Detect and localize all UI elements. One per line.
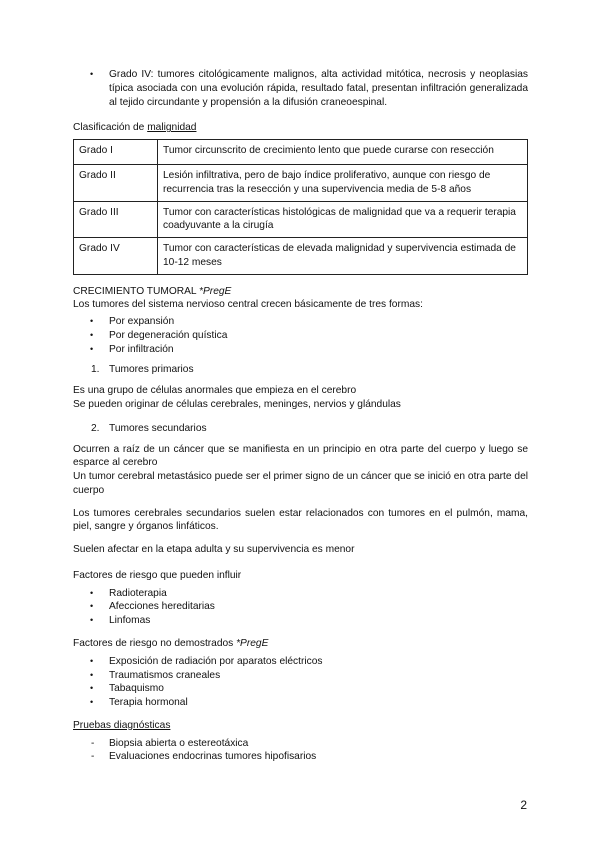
- table-row: [74, 201, 528, 238]
- secondary-paragraph-1: Ocurren a raíz de un cáncer que se manifiesta en un principio en otra parte del cuerpo y luego se esparce al cerebro: [73, 443, 528, 469]
- document-page: [73, 68, 528, 764]
- secondary-paragraph-2: Un tumor cerebral metastásico puede ser el primer signo de un cáncer que se inició en otra parte del cuerpo: [73, 471, 528, 496]
- table-row: [74, 238, 528, 275]
- grade-cell: Grado I: [74, 140, 158, 165]
- grade-iv-text: Grado IV: tumores citológicamente malignos, alta actividad mitótica, necrosis y neoplasias típica asociada con una evolución rápida, resultado fatal, presentan infiltración generalizada al tejido circundante y propensión a la difusión craneoespinal.: [109, 69, 528, 108]
- primary-tumors-heading: 1. Tumores primarios: [91, 364, 194, 376]
- secondary-paragraph-3: Los tumores cerebrales secundarios suelen estar relacionados con tumores en el pulmón, mama, piel, sangre y órganos linfáticos.: [73, 507, 528, 533]
- unproven-risk-heading: Factores de riesgo no demostrados *PregE: [73, 637, 269, 649]
- grade-cell: Grado IV: [74, 238, 158, 275]
- grade-iv-bullet: [73, 68, 528, 109]
- description-cell: Lesión infiltrativa, pero de bajo índice proliferativo, aunque con riesgo de recurrencia tras la resección y una supervivencia media de 5-8 años: [158, 165, 528, 202]
- list-item: • Radioterapia: [73, 587, 528, 601]
- primary-line-2: Se pueden originar de células cerebrales, meninges, nervios y glándulas: [73, 399, 401, 411]
- growth-forms-list: [73, 315, 528, 356]
- list-item: • Por expansión: [73, 315, 528, 329]
- grade-cell: Grado II: [74, 165, 158, 202]
- list-item: • Afecciones hereditarias: [73, 600, 528, 614]
- unproven-risk-list: [73, 655, 528, 710]
- secondary-tumors-heading: 2. Tumores secundarios: [91, 422, 207, 434]
- malignancy-grade-table: [73, 139, 528, 275]
- list-item: • Terapia hormonal: [73, 696, 528, 710]
- list-item: • Tabaquismo: [73, 682, 528, 696]
- list-item: • Por degeneración quística: [73, 329, 528, 343]
- diagnostics-heading: Pruebas diagnósticas: [73, 719, 171, 731]
- diagnostics-list: [73, 737, 528, 765]
- secondary-paragraph-4: Suelen afectar en la etapa adulta y su supervivencia es menor: [73, 544, 355, 556]
- list-item: • Por infiltración: [73, 343, 528, 357]
- classification-heading: Clasificación de malignidad: [73, 122, 197, 134]
- primary-line-1: Es una grupo de células anormales que empieza en el cerebro: [73, 385, 357, 397]
- description-cell: Tumor con características de elevada malignidad y supervivencia estimada de 10-12 meses: [158, 238, 528, 275]
- grade-cell: Grado III: [74, 201, 158, 238]
- table-row: [74, 165, 528, 202]
- page-number: 2: [520, 798, 527, 812]
- list-item: - Biopsia abierta o estereotáxica: [73, 737, 528, 751]
- description-cell: Tumor con características histológicas de malignidad que va a requerir terapia coadyuvante a la cirugía: [158, 201, 528, 238]
- growth-heading: CRECIMIENTO TUMORAL *PregE: [73, 285, 232, 297]
- list-item: • Linfomas: [73, 614, 528, 628]
- list-item: • Exposición de radiación por aparatos eléctricos: [73, 655, 528, 669]
- table-row: [74, 140, 528, 165]
- bullet-icon: •: [90, 69, 94, 79]
- growth-intro: Los tumores del sistema nervioso central crecen básicamente de tres formas:: [73, 299, 423, 311]
- risk-factors-heading: Factores de riesgo que pueden influir: [73, 569, 242, 581]
- description-cell: Tumor circunscrito de crecimiento lento que puede curarse con resección: [158, 140, 528, 165]
- list-item: • Traumatismos craneales: [73, 669, 528, 683]
- risk-factors-list: [73, 587, 528, 628]
- list-item: - Evaluaciones endocrinas tumores hipofisarios: [73, 750, 528, 764]
